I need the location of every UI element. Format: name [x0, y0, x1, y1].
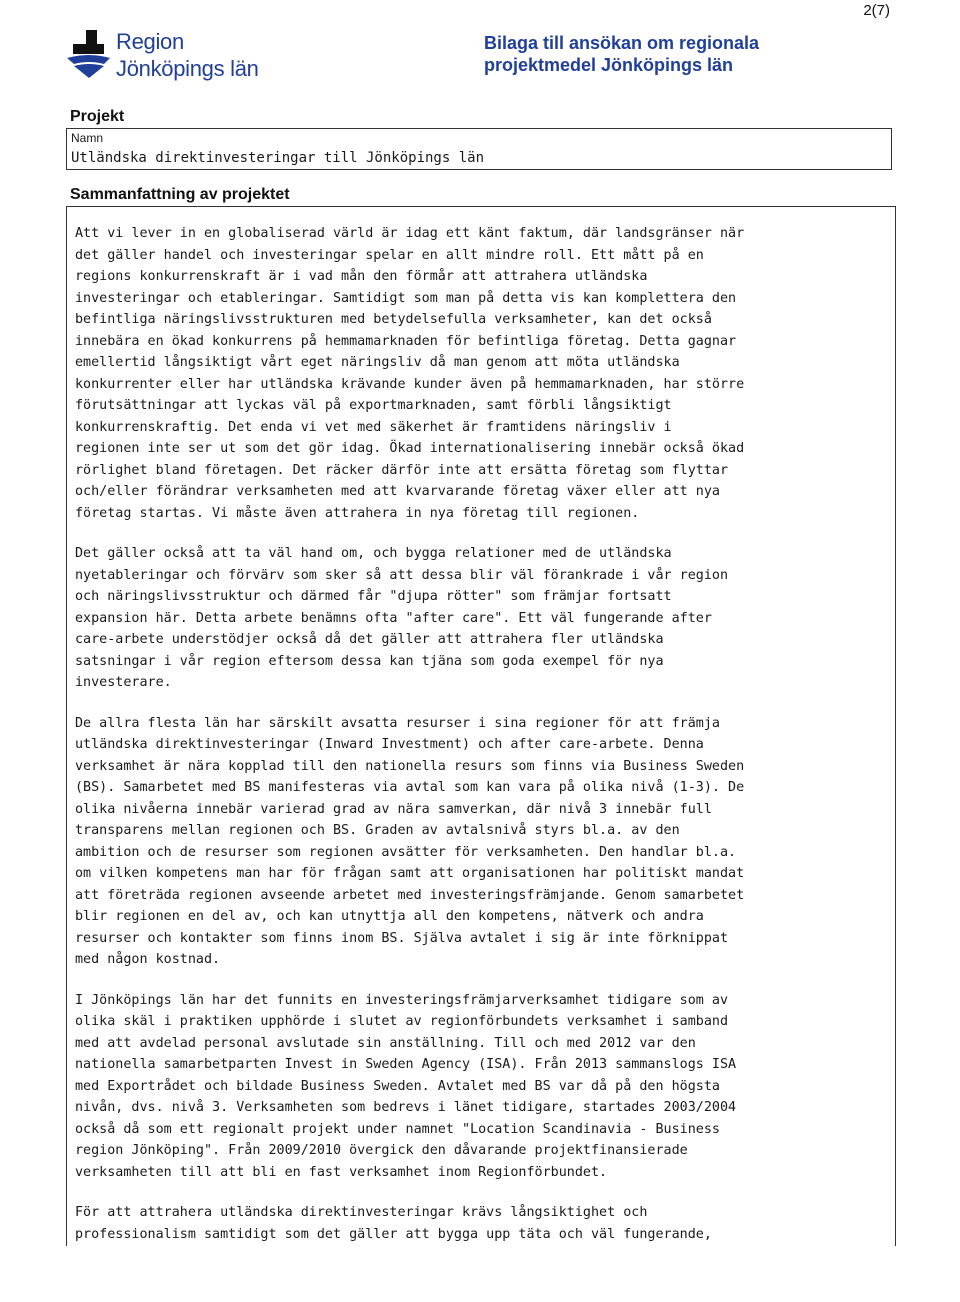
summary-heading: Sammanfattning av projektet: [70, 186, 290, 203]
logo-wordmark: [116, 28, 259, 82]
project-heading: Projekt: [70, 108, 125, 125]
region-logo: [64, 28, 259, 82]
logo-line-2: Jönköpings län: [116, 56, 259, 81]
project-name-value: Utländska direktinvesteringar till Jönköpings län: [71, 150, 485, 166]
project-name-box: [66, 128, 892, 170]
summary-paragraph-1: Att vi lever in en globaliserad värld är idag ett känt faktum, där landsgränser när det gäller handel och investeringar spelar en allt mindre roll. Ett mått på en regions konkurrenskraft är i vad mån den förmår att attrahera utländska investeringar och etableringar. Samtidigt som man på detta vis kan komplettera den befintliga näringslivsstrukturen med betydelsefulla verksamheter, kan det också innebära en ökad konkurrens på hemmamarknaden för befintliga företag. Detta gagnar emellertid långsiktigt vårt eget näringsliv då man genom att möta utländska konkurrenter eller har utländska krävande kunder även på hemmamarknaden, har större förutsättningar att lyckas väl på exportmarknaden, samt förbli långsiktigt konkurrenskraftig. Det enda vi vet med säkerhet är framtidens näringsliv i regionen inte ser ut som det gör idag. Ökad internationalisering innebär också ökad rörlighet bland företagen. Det räcker därför inte att ersätta företag som flyttar och/eller förändrar verksamheten med att kvarvarande företag växer eller att nya företag startas. Vi måste även attrahera in nya företag till regionen.: [75, 226, 745, 521]
summary-box: [66, 206, 896, 1246]
page-number: 2(7): [863, 2, 890, 19]
document-heading-line-2: projektmedel Jönköpings län: [484, 55, 734, 75]
project-name-label: Namn: [71, 131, 104, 145]
summary-paragraph-4: I Jönköpings län har det funnits en investeringsfrämjarverksamhet tidigare som av olika skäl i praktiken upphörde i slutet av regionförbundets verksamhet i samband med att avdelad personal avslutade sin anställning. Till och med 2012 var den nationella samarbetparten Invest in Sweden Agency (ISA). Från 2013 sammanslogs ISA med Exportrådet och bildade Business Sweden. Avtalet med BS var då på den högsta nivån, dvs. nivå 3. Verksamheten som bedrevs i länet tidigare, startades 2003/2004 också då som ett regionalt projekt under namnet "Location Scandinavia - Business region Jönköping". Från 2009/2010 övergick den dåvarande projektfinansierade verksamheten till att bli en fast verksamhet inom Regionförbundet.: [75, 992, 737, 1180]
region-logo-icon: [64, 28, 114, 80]
document-heading: [484, 32, 759, 76]
summary-text: [75, 223, 887, 1246]
summary-paragraph-5: För att attrahera utländska direktinvesteringar krävs långsiktighet och professionalism samtidigt som det gäller att bygga upp täta och väl fungerande,: [75, 1205, 712, 1242]
logo-line-1: Region: [116, 29, 184, 54]
document-heading-line-1: Bilaga till ansökan om regionala: [484, 33, 760, 53]
summary-paragraph-2: Det gäller också att ta väl hand om, och bygga relationer med de utländska nyetableringar och förvärv som sker så att dessa blir väl förankrade i vår region och näringslivsstruktur och därmed får "djupa rötter" som främjar fortsatt expansion här. Detta arbete benämns ofta "after care". Ett väl fungerande after care-arbete understödjer också då det gäller att attrahera fler utländska satsningar i vår region eftersom dessa kan tjäna som goda exempel för nya investerare.: [75, 546, 729, 690]
summary-paragraph-3: De allra flesta län har särskilt avsatta resurser i sina regioner för att främja utländska direktinvesteringar (Inward Investment) och after care-arbete. Denna verksamhet är nära kopplad till den nationella resurs som finns via Business Sweden (BS). Samarbetet med BS manifesteras via avtal som kan vara på olika nivå (1-3). De olika nivåerna innebär varierad grad av nära samverkan, där nivå 3 innebär full transparens mellan regionen och BS. Graden av avtalsnivå styrs bl.a. av den ambition och de resurser som regionen avsätter för verksamheten. Den handlar bl.a. om vilken kompetens man har för frågan samt att organisationen har politiskt mandat att företräda regionen avseende arbetet med investeringsfrämjande. Genom samarbetet blir regionen en del av, och kan utnyttja all den kompetens, nätverk och andra resurser och kontakter som finns inom BS. Själva avtalet i sig är inte förknippat med någon kostnad.: [75, 715, 745, 967]
